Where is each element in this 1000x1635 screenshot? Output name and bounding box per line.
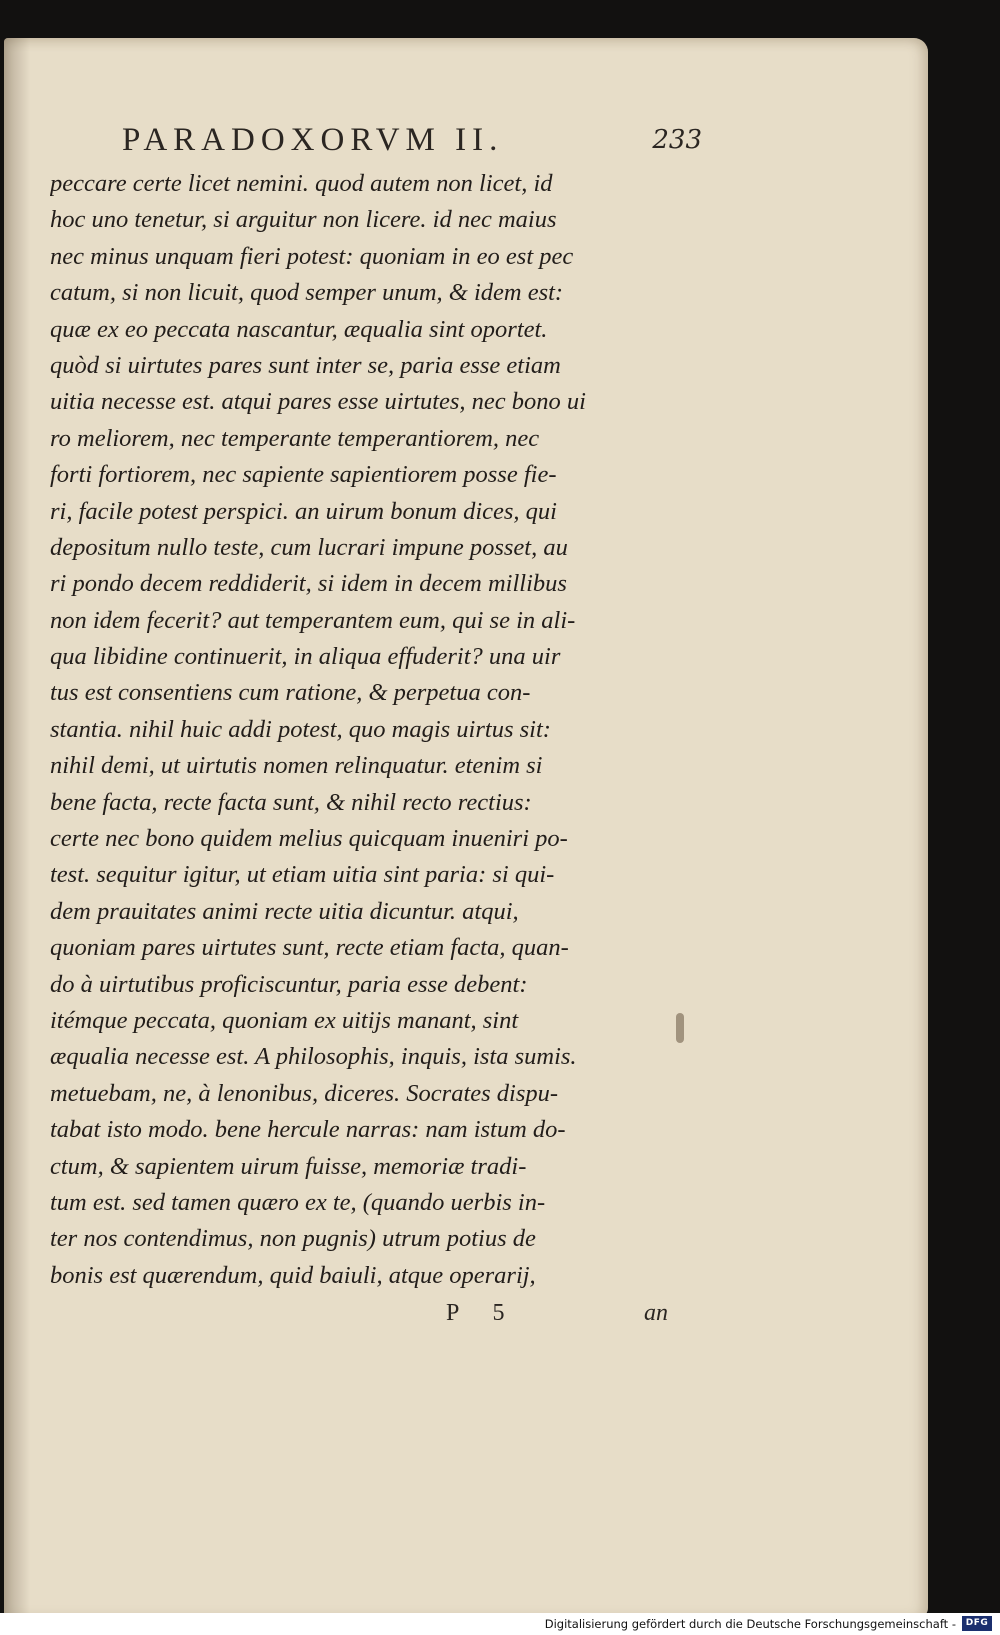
page-number: 233 bbox=[652, 125, 702, 155]
text-line: æqualia necesse est. A philosophis, inquis, ista sumis. bbox=[50, 1043, 577, 1071]
text-line: test. sequitur igitur, ut etiam uitia sint paria: si qui- bbox=[50, 861, 555, 889]
book-page bbox=[4, 38, 928, 1618]
text-line: nec minus unquam fieri potest: quoniam in eo est pec bbox=[50, 242, 574, 270]
text-line: depositum nullo teste, cum lucrari impune posset, au bbox=[50, 533, 568, 561]
dfg-logo: DFG bbox=[962, 1616, 992, 1631]
text-line: tus est consentiens cum ratione, & perpetua con- bbox=[50, 679, 531, 707]
text-line: ro meliorem, nec temperante temperantiorem, nec bbox=[50, 424, 540, 452]
text-line: bonis est quærendum, quid baiuli, atque operarij, bbox=[50, 1261, 536, 1289]
text-line: ter nos contendimus, non pugnis) utrum potius de bbox=[50, 1225, 536, 1253]
text-line: itémque peccata, quoniam ex uitijs manant, sint bbox=[50, 1006, 519, 1034]
paper-blemish bbox=[676, 1013, 684, 1043]
text-line: stantia. nihil huic addi potest, quo magis uirtus sit: bbox=[50, 715, 551, 743]
text-line: ctum, & sapientem uirum fuisse, memoriæ tradi- bbox=[50, 1152, 527, 1180]
text-line: forti fortiorem, nec sapiente sapientiorem posse fie- bbox=[50, 461, 557, 489]
text-line: dem prauitates animi recte uitia dicuntur. atqui, bbox=[50, 897, 519, 925]
signature-mark: P 5 bbox=[446, 1300, 519, 1326]
body-text bbox=[50, 166, 690, 1294]
text-line: qua libidine continuerit, in aliqua effuderit? una uir bbox=[50, 643, 561, 671]
text-line: non idem fecerit? aut temperantem eum, qui se in ali- bbox=[50, 606, 576, 634]
text-line: uitia necesse est. atqui pares esse uirtutes, nec bono ui bbox=[50, 388, 586, 416]
text-line: catum, si non licuit, quod semper unum, & idem est: bbox=[50, 279, 564, 307]
page-gutter-shadow bbox=[4, 38, 30, 1618]
text-line: ri, facile potest perspici. an uirum bonum dices, qui bbox=[50, 497, 557, 525]
catchword: an bbox=[644, 1300, 668, 1326]
text-line: quæ ex eo peccata nascantur, æqualia sint oportet. bbox=[50, 315, 548, 343]
running-head bbox=[122, 118, 702, 162]
text-line: certe nec bono quidem melius quicquam inueniri po- bbox=[50, 825, 568, 853]
text-line: nihil demi, ut uirtutis nomen relinquatur. etenim si bbox=[50, 752, 543, 780]
text-line: tabat isto modo. bene hercule narras: nam istum do- bbox=[50, 1116, 566, 1144]
text-line: quoniam pares uirtutes sunt, recte etiam facta, quan- bbox=[50, 934, 569, 962]
text-line: bene facta, recte facta sunt, & nihil recto rectius: bbox=[50, 788, 532, 816]
credit-bar bbox=[0, 1613, 1000, 1635]
text-line: metuebam, ne, à lenonibus, diceres. Socrates dispu- bbox=[50, 1079, 559, 1107]
funding-credit: Digitalisierung gefördert durch die Deutsche Forschungsgemeinschaft - bbox=[544, 1617, 956, 1631]
text-line: do à uirtutibus proficiscuntur, paria esse debent: bbox=[50, 970, 528, 998]
running-head-title: PARADOXORVM II. bbox=[122, 122, 504, 158]
text-line: ri pondo decem reddiderit, si idem in decem millibus bbox=[50, 570, 567, 598]
text-line: peccare certe licet nemini. quod autem non licet, id bbox=[50, 170, 553, 197]
text-line: tum est. sed tamen quæro ex te, (quando uerbis in- bbox=[50, 1188, 546, 1216]
text-line: quòd si uirtutes pares sunt inter se, paria esse etiam bbox=[50, 351, 561, 379]
text-line: hoc uno tenetur, si arguitur non licere. id nec maius bbox=[50, 206, 557, 234]
